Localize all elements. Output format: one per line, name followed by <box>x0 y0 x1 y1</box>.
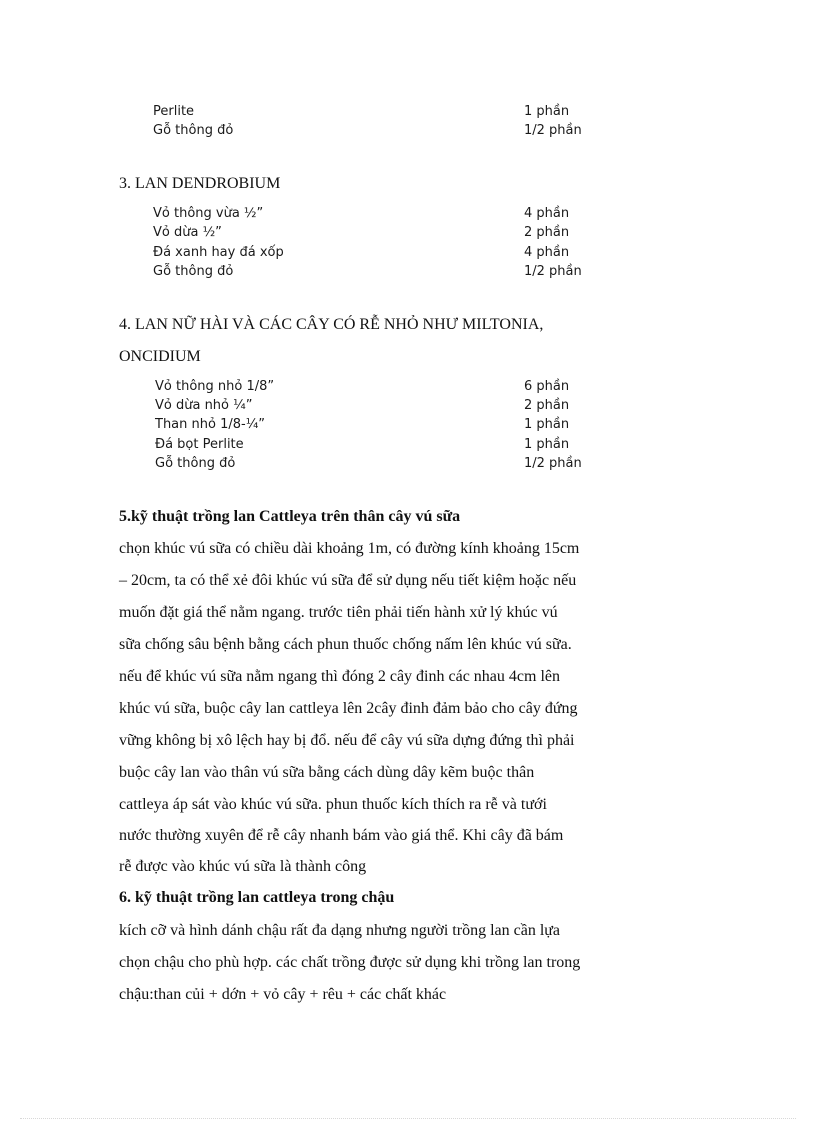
section-4-heading-line1: 4. LAN NỮ HÀI VÀ CÁC CÂY CÓ RỄ NHỎ NHƯ MILTONIA, <box>119 316 544 333</box>
page-bottom-divider <box>20 1118 796 1119</box>
ingredient-name: Perlite <box>153 104 195 119</box>
section-5-heading: 5.kỹ thuật trồng lan Cattleya trên thân cây vú sữa <box>119 508 461 525</box>
ingredient-quantity: 1 phần <box>524 104 570 119</box>
paragraph-line: cattleya áp sát vào khúc vú sữa. phun thuốc kích thích ra rễ và tưới <box>119 796 547 813</box>
section-4-heading-line2: ONCIDIUM <box>119 348 201 365</box>
paragraph-line: nếu để khúc vú sữa nằm ngang thì đóng 2 cây đinh các nhau 4cm lên <box>119 668 560 685</box>
ingredient-name: Đá bọt Perlite <box>155 437 244 452</box>
section-6-heading: 6. kỹ thuật trồng lan cattleya trong chậu <box>119 889 395 906</box>
ingredient-quantity: 1 phần <box>524 437 570 452</box>
ingredient-quantity: 2 phần <box>524 225 570 240</box>
mix-row <box>153 244 613 262</box>
ingredient-name: Đá xanh hay đá xốp <box>153 245 284 260</box>
ingredient-quantity: 1/2 phần <box>524 123 582 138</box>
paragraph-line: rễ được vào khúc vú sữa là thành công <box>119 858 367 875</box>
paragraph-line: vững không bị xô lệch hay bị đổ. nếu để cây vú sữa dựng đứng thì phải <box>119 732 575 749</box>
ingredient-name: Than nhỏ 1/8-¼” <box>155 417 266 432</box>
mix-row <box>153 263 613 281</box>
ingredient-name: Gỗ thông đỏ <box>153 123 234 138</box>
mix-row-perlite <box>153 103 613 121</box>
ingredient-name: Gỗ thông đỏ <box>155 456 236 471</box>
ingredient-quantity: 1 phần <box>524 417 570 432</box>
ingredient-quantity: 1/2 phần <box>524 264 582 279</box>
section-3-heading: 3. LAN DENDROBIUM <box>119 175 281 192</box>
ingredient-name: Vỏ thông nhỏ 1/8” <box>155 379 275 394</box>
paragraph-line: sữa chống sâu bệnh bằng cách phun thuốc chống nấm lên khúc vú sữa. <box>119 636 572 653</box>
ingredient-name: Gỗ thông đỏ <box>153 264 234 279</box>
ingredient-quantity: 2 phần <box>524 398 570 413</box>
paragraph-line: chọn chậu cho phù hợp. các chất trồng được sử dụng khi trồng lan trong <box>119 954 581 971</box>
mix-row <box>153 205 613 223</box>
paragraph-line: kích cỡ và hình dánh chậu rất đa dạng nhưng người trồng lan cần lựa <box>119 922 561 939</box>
paragraph-line: chọn khúc vú sữa có chiều dài khoảng 1m, có đường kính khoảng 15cm <box>119 540 580 557</box>
mix-row <box>155 397 615 415</box>
mix-row <box>155 436 615 454</box>
ingredient-name: Vỏ thông vừa ½” <box>153 206 264 221</box>
paragraph-line: – 20cm, ta có thể xẻ đôi khúc vú sữa để sử dụng nếu tiết kiệm hoặc nếu <box>119 572 577 589</box>
mix-row-go-thong-do <box>153 122 613 140</box>
mix-row <box>155 455 615 473</box>
ingredient-name: Vỏ dừa nhỏ ¼” <box>155 398 253 413</box>
mix-row <box>155 416 615 434</box>
mix-row <box>155 378 615 396</box>
paragraph-line: khúc vú sữa, buộc cây lan cattleya lên 2cây đinh đảm bảo cho cây đứng <box>119 700 578 717</box>
ingredient-quantity: 1/2 phần <box>524 456 582 471</box>
paragraph-line: nước thường xuyên để rễ cây nhanh bám vào giá thể. Khi cây đã bám <box>119 827 564 844</box>
paragraph-line: buộc cây lan vào thân vú sữa bằng cách dùng dây kẽm buộc thân <box>119 764 535 781</box>
mix-row <box>153 224 613 242</box>
ingredient-name: Vỏ dừa ½” <box>153 225 222 240</box>
paragraph-line: chậu:than củi + dớn + vỏ cây + rêu + các chất khác <box>119 986 447 1003</box>
paragraph-line: muốn đặt giá thể nằm ngang. trước tiên phải tiến hành xử lý khúc vú <box>119 604 558 621</box>
ingredient-quantity: 4 phần <box>524 206 570 221</box>
ingredient-quantity: 4 phần <box>524 245 570 260</box>
ingredient-quantity: 6 phần <box>524 379 570 394</box>
